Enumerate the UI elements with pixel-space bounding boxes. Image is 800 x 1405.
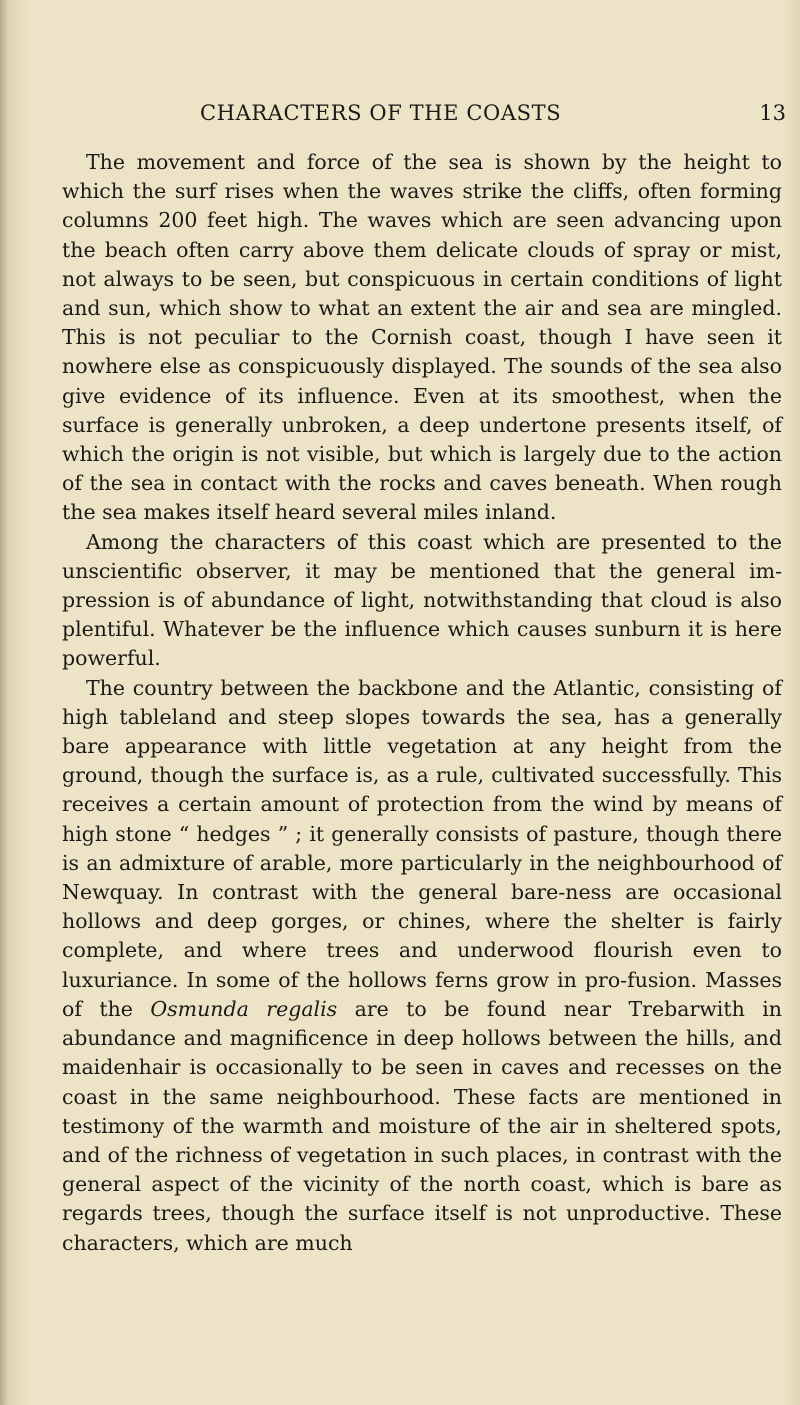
species-name: Osmunda regalis	[150, 996, 338, 1021]
page-header	[70, 101, 786, 131]
paragraph-light-impression: Among the characters of this coast which are presented to the unscientific observer, it may be mentioned that the general im-pression is of abundance of light, notwithstanding that cloud is also plentiful. Whatever be the influence which causes sunburn it is here powerful.	[62, 529, 782, 671]
page-gutter-shadow	[0, 0, 8, 1405]
paragraph-text-before: The country between the backbone and the Atlantic, consisting of high tableland and steep slopes towards the sea, has a generally bare appearance with little vegetation at any height from the ground, though the surface is, as a rule, cultivated successfully. This receives a certain amount of protection from the wind by means of high stone “ hedges ” ; it generally consists of pasture, though there is an admixture of arable, more particularly in the neighbourhood of Newquay. In contrast with the general bare-ness are occasional hollows and deep gorges, or chines, where the shelter is fairly complete, and where trees and underwood flourish even to luxuriance. In some of the hollows ferns grow in pro-fusion. Masses of the	[62, 675, 782, 1021]
paragraph-country-vegetation	[62, 674, 782, 1258]
paragraph-sea-movement: The movement and force of the sea is shown by the height to which the surf rises when the waves strike the cliffs, often forming columns 200 feet high. The waves which are seen advancing upon the beach often carry above them delicate clouds of spray or mist, not always to be seen, but conspicuous in certain conditions of light and sun, which show to what an extent the air and sea are mingled. This is not peculiar to the Cornish coast, though I have seen it nowhere else as conspicuously displayed. The sounds of the sea also give evidence of its influence. Even at its smoothest, when the surface is generally unbroken, a deep undertone presents itself, of which the origin is not visible, but which is largely due to the action of the sea in contact with the rocks and caves beneath. When rough the sea makes itself heard several miles inland.	[62, 150, 782, 525]
body-text	[62, 148, 782, 1258]
page-number: 13	[759, 101, 786, 125]
running-title: CHARACTERS OF THE COASTS	[200, 101, 562, 125]
paragraph-text-after: are to be found near Trebarwith in abundance and magnificence in deep hollows between the hills, and maidenhair is occasionally to be seen in caves and recesses on the coast in the same neighbourhood. These facts are mentioned in testimony of the warmth and moisture of the air in sheltered spots, and of the richness of vegetation in such places, in contrast with the general aspect of the vicinity of the north coast, which is bare as regards trees, though the surface itself is not unproductive. These characters, which are much	[62, 996, 782, 1255]
